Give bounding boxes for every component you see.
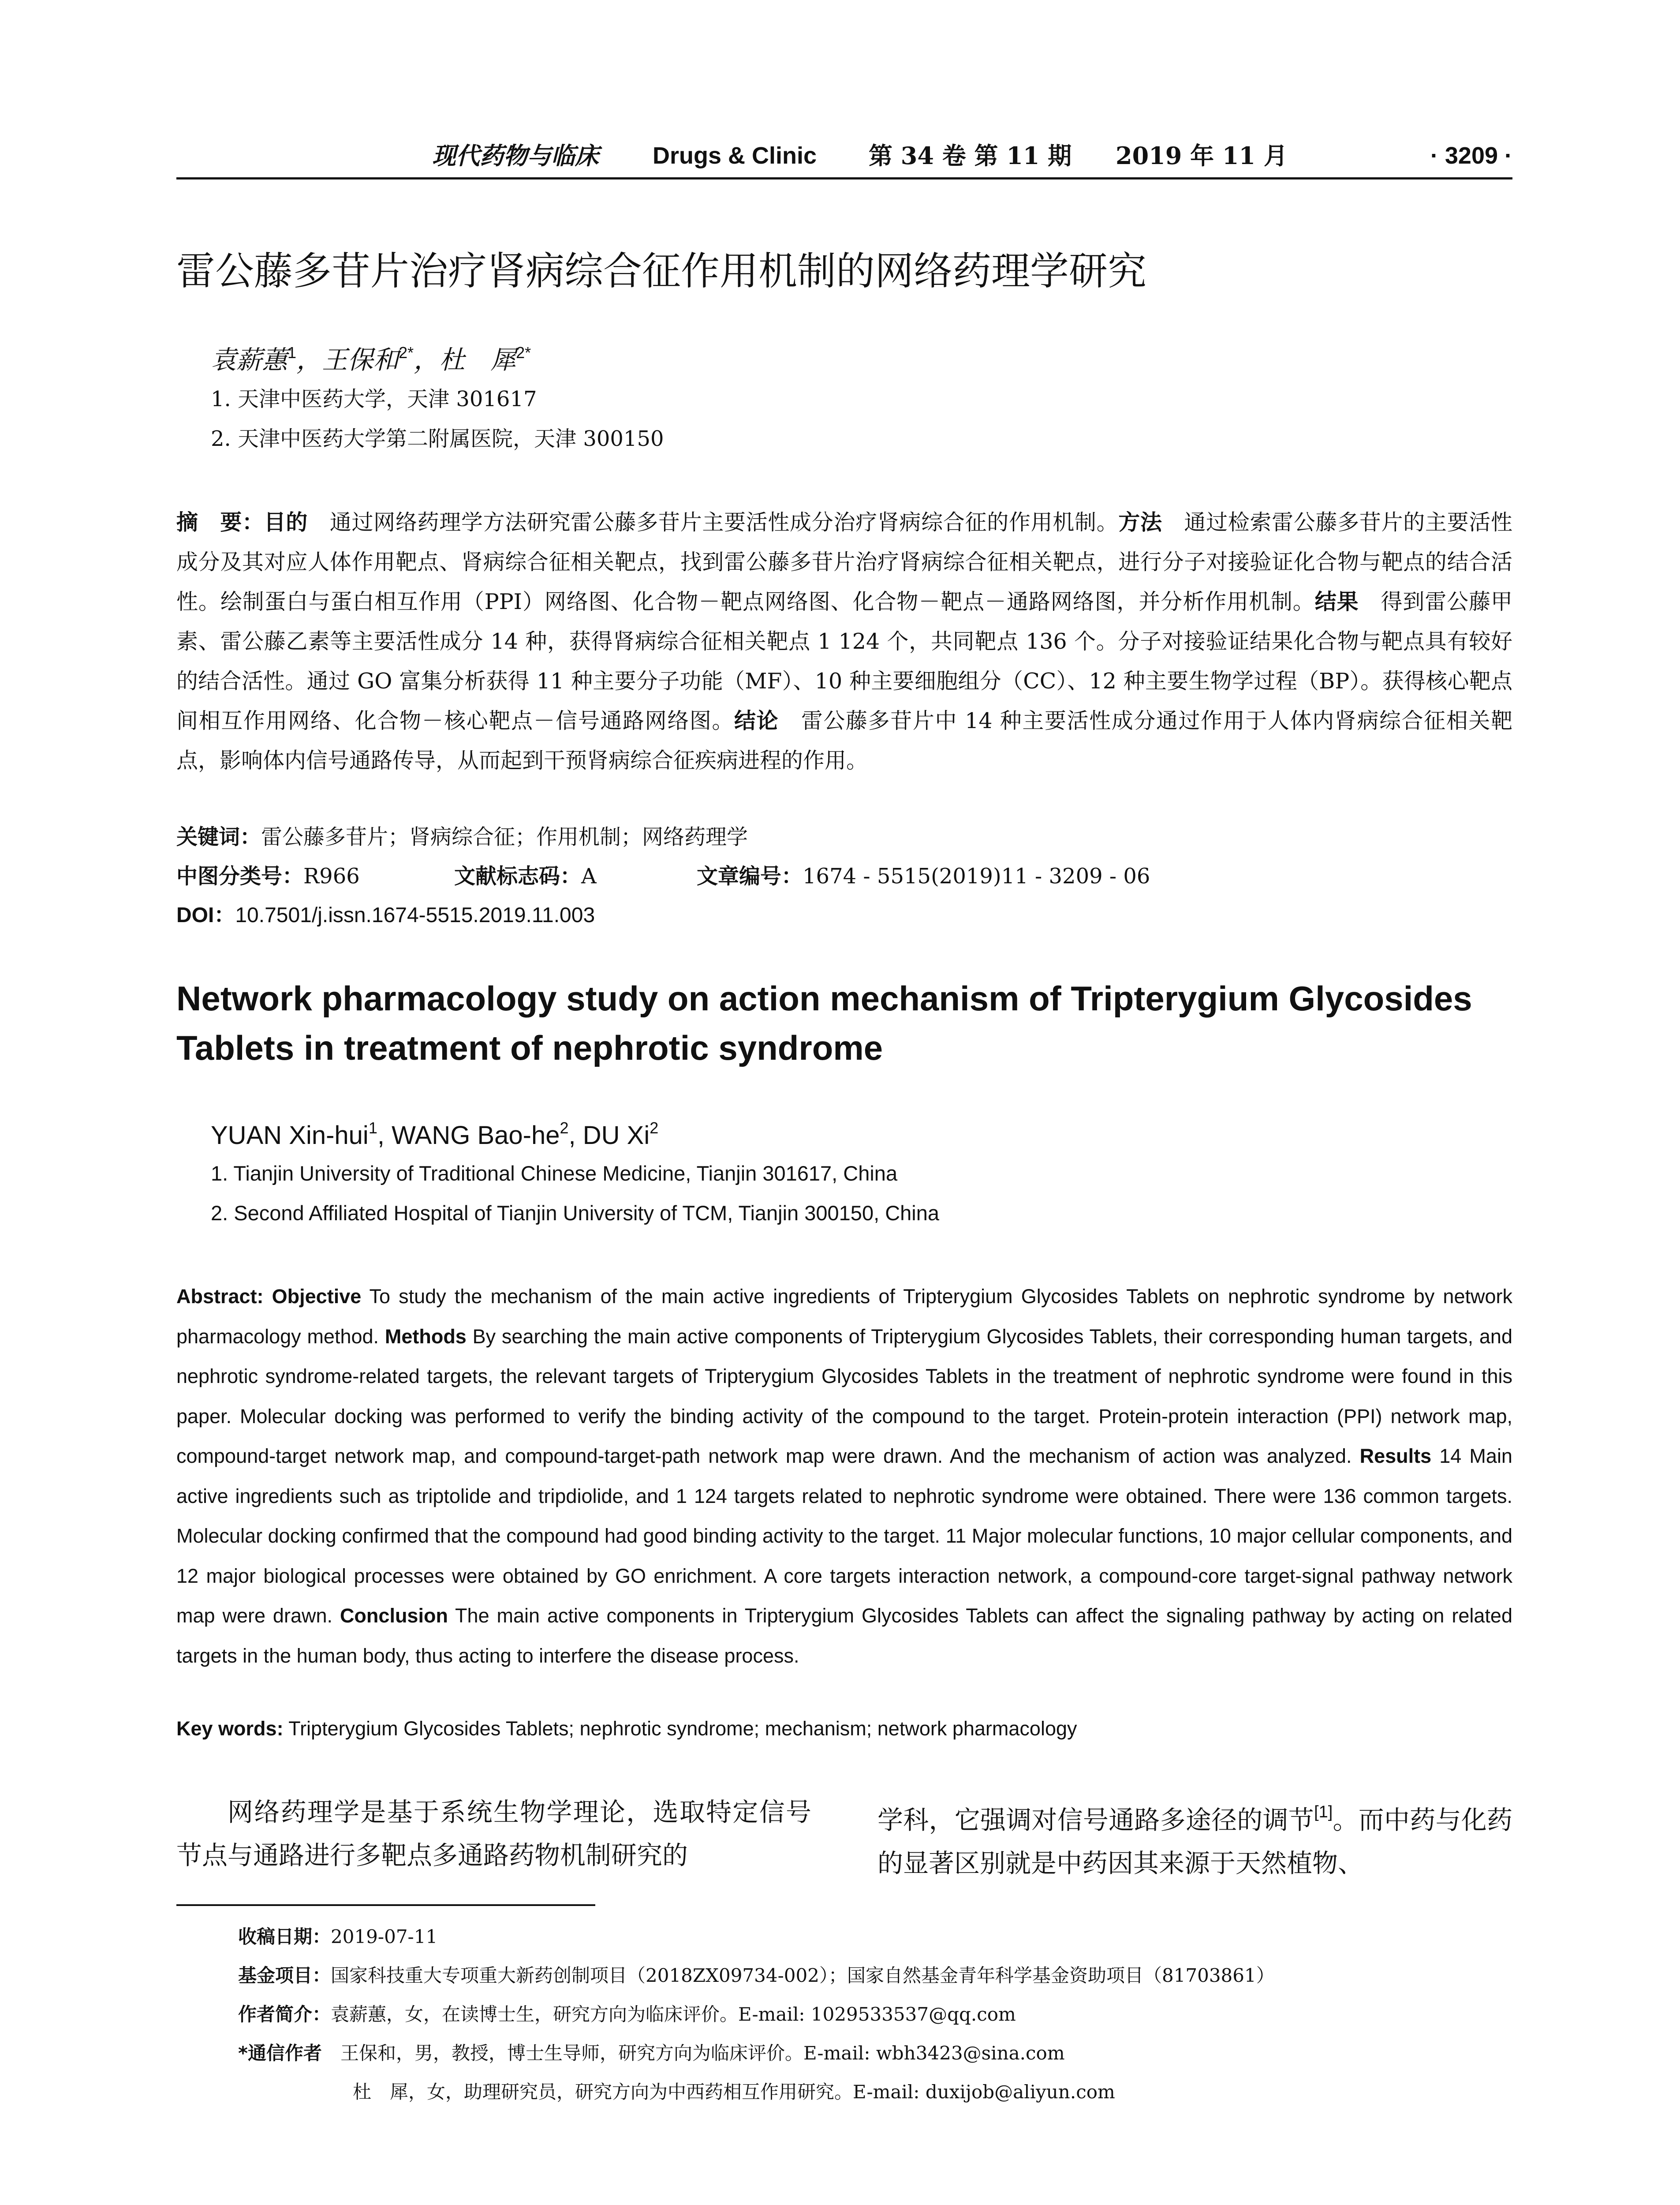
conclusion-label: Conclusion [340, 1604, 448, 1627]
author-name: 杜 犀 [439, 345, 516, 375]
author-name: 王保和 [322, 345, 399, 375]
volume-issue: 第 34 卷 第 11 期 [869, 142, 1072, 170]
classification-line [176, 859, 1150, 894]
objective-text: To study the mechanism of the main active ingredients of Tripterygium Glycosides Tablets on nephrotic syndrome by network pharmacology method. [176, 1285, 1512, 1348]
objective-label: 目的 [264, 510, 308, 535]
footnote-fund [238, 1962, 1275, 1989]
methods-label: Methods [385, 1325, 467, 1348]
affiliation-en-2: 2. Second Affiliated Hospital of Tianjin University of TCM, Tianjin 300150, China [211, 1201, 939, 1225]
journal-name-en: Drugs & Clinic [653, 142, 817, 169]
clc-label: 中图分类号： [176, 864, 304, 889]
keywords-cn [176, 819, 748, 855]
abstract-en [176, 1277, 1512, 1676]
abstract-label: Abstract: [176, 1285, 264, 1308]
keywords-text: 雷公藤多苷片；肾病综合征；作用机制；网络药理学 [261, 825, 748, 849]
doc-code-label: 文献标志码： [454, 864, 582, 889]
footnote-text: 2019-07-11 [331, 1926, 438, 1947]
footnote-corresponding [238, 2040, 1065, 2067]
doc-code-group [454, 859, 597, 894]
methods-label: 方法 [1118, 510, 1162, 535]
body-text: 学科，它强调对信号通路多途径的调节 [877, 1805, 1314, 1835]
title-en: Network pharmacology study on action mechanism of Tripterygium Glycosides Tablets in treatment of nephrotic syndrome [176, 979, 1472, 1067]
abstract-cn [176, 503, 1512, 781]
issue-date: 2019 年 11 月 [1116, 142, 1288, 170]
doi-line [176, 898, 595, 933]
footnote-received [238, 1924, 437, 1950]
footnote-label: 基金项目： [238, 1965, 331, 1986]
objective-label: Objective [272, 1285, 362, 1308]
author-separator: ， [414, 345, 440, 375]
doi-label: DOI： [176, 904, 235, 927]
author-separator: , [377, 1121, 392, 1150]
author-name: YUAN Xin-hui [211, 1121, 369, 1150]
footnote-label: *通信作者 [238, 2042, 322, 2064]
authors-en [211, 1110, 658, 1153]
doc-code-value: A [581, 864, 597, 889]
methods-text: By searching the main active components of Tripterygium Glycosides Tablets, their corresponding human targets, and nephrotic syndrome-related targets, the relevant targets of Tripterygium Glycosides Tablets in the treatment of nephrotic syndrome were found in this paper. Molecular docking was performed to verify the binding activity of the compound to the target. Protein-protein interaction (PPI) network map, compound-target network map, and compound-target-path network map were drawn. And the mechanism of action was analyzed. [176, 1325, 1512, 1467]
journal-name-cn: 现代药物与临床 [432, 142, 599, 170]
title-cn: 雷公藤多苷片治疗肾病综合征作用机制的网络药理学研究 [176, 248, 1147, 294]
results-label: 结果 [1314, 589, 1359, 614]
keywords-label: 关键词： [176, 825, 261, 849]
author-name: WANG Bao-he [392, 1121, 560, 1150]
affiliation-en-1: 1. Tianjin University of Traditional Chinese Medicine, Tianjin 301617, China [211, 1162, 898, 1185]
citation-ref[interactable]: [1] [1314, 1803, 1333, 1821]
results-label: Results [1359, 1445, 1432, 1467]
author-affil-sup: 2 [560, 1119, 569, 1137]
abstract-label: 摘 要： [176, 510, 264, 535]
affiliation-cn-2: 2. 天津中医药大学第二附属医院，天津 300150 [211, 426, 664, 451]
footnote-text: 国家科技重大专项重大新药创制项目（2018ZX09734-002）；国家自然基金青年科学基金资助项目（81703861） [331, 1965, 1275, 1986]
footnote-rule [176, 1904, 595, 1906]
article-no-label: 文章编号： [697, 864, 803, 889]
affiliation-cn-1: 1. 天津中医药大学，天津 301617 [211, 387, 537, 411]
clc-value: R966 [303, 864, 360, 889]
results-text: 14 Main active ingredients such as triptolide and tripdiolide, and 1 124 targets related to nephrotic syndrome were obtained. There were 136 common targets. Molecular docking confirmed that the compound had good binding activity to the target. 11 Major molecular functions, 10 major cellular components, and 12 major biological processes were obtained by GO enrichment. A core targets interaction network, a compound-core target-signal pathway network map were drawn. [176, 1445, 1512, 1627]
article-no-value: 1674 - 5515(2019)11 - 3209 - 06 [803, 864, 1150, 889]
article-no-group [697, 859, 1150, 894]
doi-value: 10.7501/j.issn.1674-5515.2019.11.003 [235, 904, 595, 927]
header-rule [176, 177, 1512, 179]
conclusion-label: 结论 [734, 708, 779, 733]
running-header [176, 140, 1512, 180]
author-name: DU Xi [582, 1121, 650, 1150]
author-separator: , [568, 1121, 583, 1150]
footnote-author-bio [238, 2001, 1016, 2028]
results-text: 得到雷公藤甲素、雷公藤乙素等主要活性成分 14 种，获得肾病综合征相关靶点 1 124 个，共同靶点 136 个。分子对接验证结果化合物与靶点具有较好的结合活性。通过 GO 富集分析获得 11 种主要分子功能（MF）、10 种主要细胞组分（CC）、12 种主要生物学过程（BP）。获得核心靶点间相互作用网络、化合物－核心靶点－信号通路网络图。 [176, 589, 1512, 733]
keywords-text: Tripterygium Glycosides Tablets; nephrotic syndrome; mechanism; network pharmacology [283, 1717, 1077, 1740]
footnote-label: 作者简介： [238, 2003, 331, 2025]
footnote-text: 袁薪蕙，女，在读博士生，研究方向为临床评价。E-mail: 1029533537@qq.com [331, 2003, 1016, 2025]
objective-text: 通过网络药理学方法研究雷公藤多苷片主要活性成分治疗肾病综合征的作用机制。 [308, 510, 1119, 535]
author-affil-sup: 2 [650, 1119, 659, 1137]
author-affil-sup: 1 [287, 344, 297, 362]
authors-cn [211, 335, 531, 377]
body-text: 。而中药与化药的显著区别就是中药因其来源于天然植物、 [877, 1805, 1512, 1878]
body-column-left: 网络药理学是基于系统生物学理论，选取特定信号节点与通路进行多靶点多通路药物机制研究的 [176, 1797, 811, 1870]
footnote-label: 收稿日期： [238, 1926, 331, 1947]
conclusion-text: The main active components in Tripterygium Glycosides Tablets can affect the signaling pathway by acting on related targets in the human body, thus acting to interfere the disease process. [176, 1604, 1512, 1667]
body-column-right [877, 1790, 1512, 1885]
conclusion-text: 雷公藤多苷片中 14 种主要活性成分通过作用于人体内肾病综合征相关靶点，影响体内信号通路传导，从而起到干预肾病综合征疾病进程的作用。 [176, 708, 1512, 773]
footnote-text: 王保和，男，教授，博士生导师，研究方向为临床评价。E-mail: wbh3423@sina.com [321, 2042, 1065, 2064]
author-name: 袁薪蕙 [211, 345, 288, 375]
footnote-corresponding-2: 杜 犀，女，助理研究员，研究方向为中西药相互作用研究。E-mail: duxijob@aliyun.com [353, 2081, 1115, 2103]
author-separator: ， [296, 345, 322, 375]
clc-group [176, 864, 360, 889]
author-affil-sup: 1 [368, 1119, 377, 1137]
methods-text: 通过检索雷公藤多苷片的主要活性成分及其对应人体作用靶点、肾病综合征相关靶点，找到雷公藤多苷片治疗肾病综合征相关靶点，进行分子对接验证化合物与靶点的结合活性。绘制蛋白与蛋白相互作用（PPI）网络图、化合物－靶点网络图、化合物－靶点－通路网络图，并分析作用机制。 [176, 510, 1512, 614]
keywords-label: Key words: [176, 1717, 284, 1740]
page-number: · 3209 · [1430, 142, 1512, 169]
author-affil-sup: 2* [399, 344, 414, 362]
author-affil-sup: 2* [516, 344, 531, 362]
keywords-en [176, 1711, 1512, 1746]
